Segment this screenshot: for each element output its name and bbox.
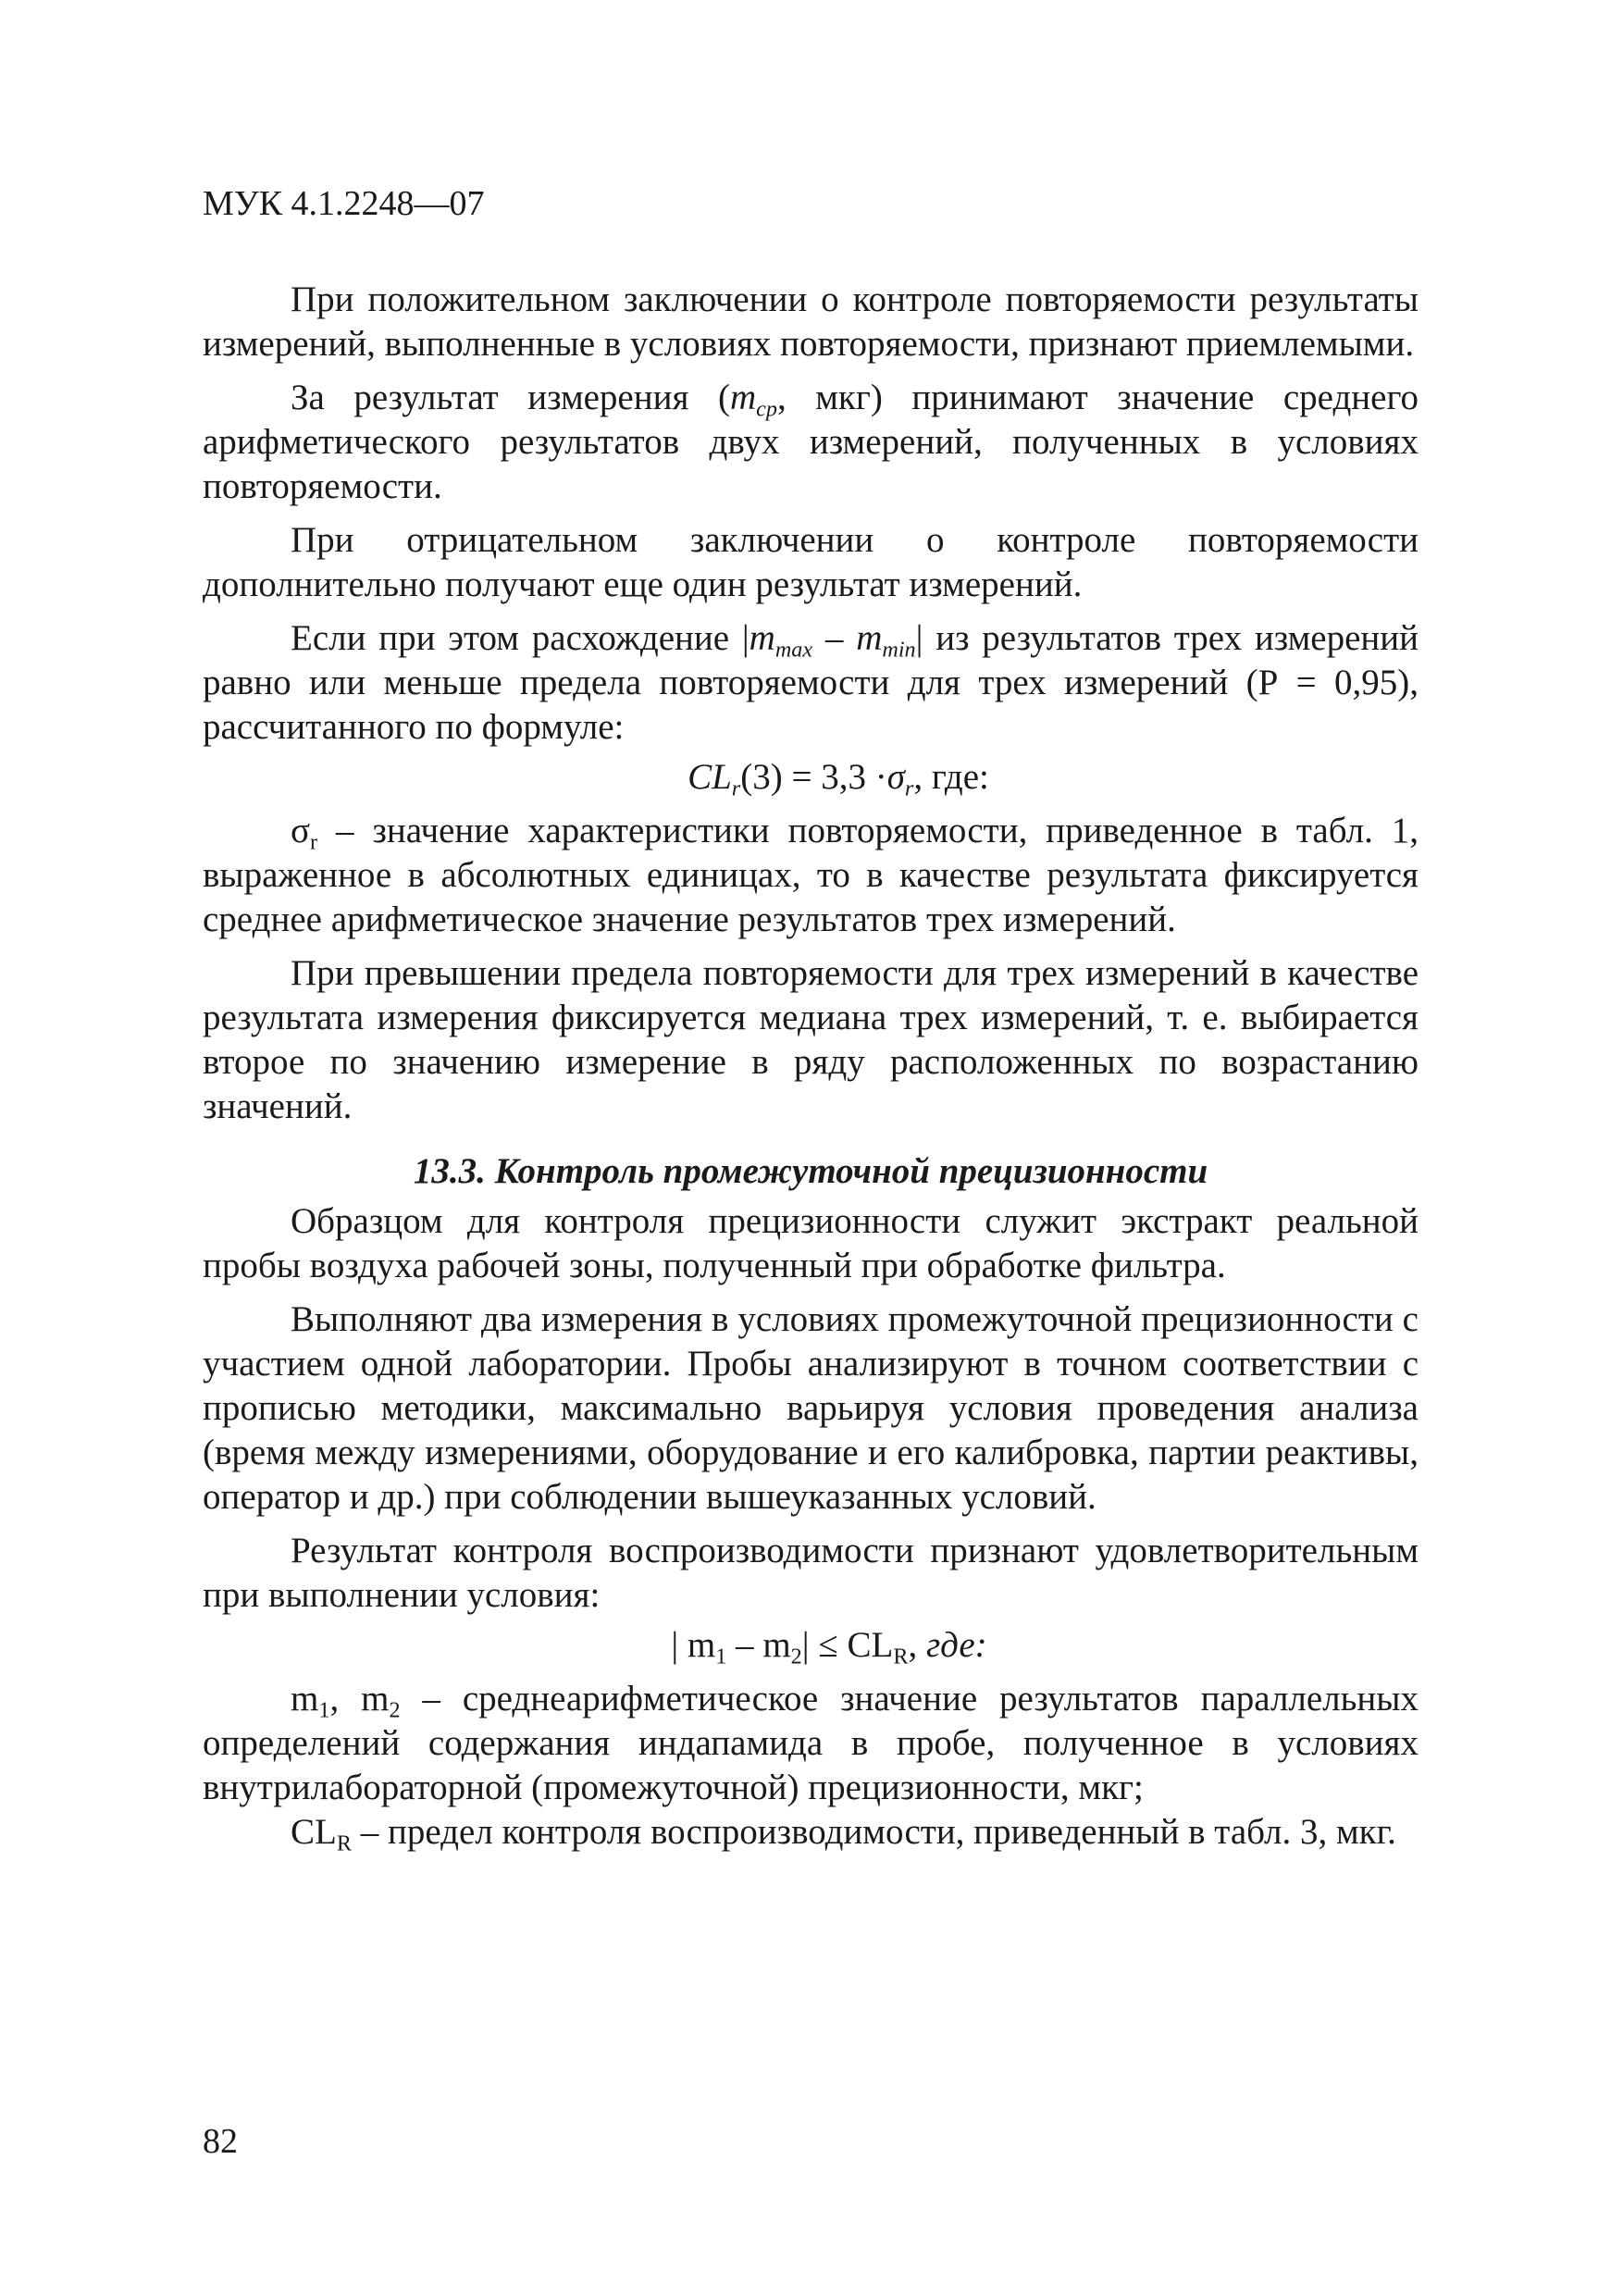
text-fragment: За результат измерения ( [291,378,730,417]
formula-fragment: , где: [913,757,989,797]
subscript-2: 2 [790,1644,802,1669]
text-fragment: Если при этом расхождение | [291,618,750,658]
subscript-2: 2 [389,1697,401,1723]
subscript-cp: ср [756,396,777,422]
subscript-1: 1 [318,1697,330,1723]
formula-repeatability-limit [203,755,1419,800]
subscript-r: r [731,776,741,801]
paragraph-repeatability-negative: При отрицательном заключении о контроле повторяемости дополнительно получают еще один результат измерений. [203,520,1419,604]
subscript-r: r [904,776,914,801]
formula-where: где: [925,1625,987,1665]
symbol-sigma: σ [886,757,905,797]
text-fragment: | из результатов трех измерений равно или меньше предела повторяемости для трех измерений (Р = 0,95), рассчитанного по формуле: [203,618,1419,747]
formula-fragment: , [908,1625,926,1665]
symbol-m1: m [291,1679,319,1719]
text-fragment: – предел контроля воспроизводимости, приведенный в табл. 3, мкг. [351,1812,1396,1852]
subscript-max: max [774,637,813,663]
paragraph-control-result: Результат контроля воспроизводимости признают удовлетворительным при выполнении условия: [203,1531,1419,1615]
text-fragment: , мкг) принимают значение среднего арифметического результатов двух измерений, полученных в условиях повторяемости. [203,378,1419,506]
formula-fragment: – m [726,1625,791,1665]
symbol-m-max: m [749,618,775,658]
symbol-m-min: m [856,618,883,658]
paragraph-two-measurements: Выполняют два измерения в условиях промежуточной прецизионности с участием одной лаборатории. Пробы анализируют в точном соответствии с прописью методики, максимально варьируя условия проведения анализа (время между измерениями, оборудование и его калибровка, партии реактивы, оператор и др.) при соблюдении вышеуказанных условий. [203,1299,1419,1517]
symbol-cl: CL [291,1812,337,1852]
subscript-1: 1 [715,1644,727,1669]
paragraph-m1-m2-definition [203,1677,1419,1810]
paragraph-clr-definition [203,1810,1419,1855]
text-fragment: – значение характеристики повторяемости, приведенное в табл. 1, выраженное в абсолютных единицах, то в качестве результата фиксируется среднее арифметическое значение результатов трех измерений. [203,811,1419,939]
text-fragment: – [812,618,857,658]
subscript-R: R [336,1831,352,1856]
document-code-header: МУК 4.1.2248—07 [203,184,485,223]
section-heading: 13.3. Контроль промежуточной прецизионности [413,1151,1208,1191]
page-number: 82 [203,2122,238,2161]
paragraph-control-sample: Образцом для контроля прецизионности служит экстракт реальной пробы воздуха рабочей зоны, полученный при обработке фильтра. [203,1201,1419,1285]
paragraph-result-mean [203,376,1419,509]
formula-fragment: | ≤ CL [801,1625,894,1665]
formula-reproducibility-condition [203,1623,1419,1668]
formula-fragment: (3) = 3,3 · [740,757,887,797]
document-body [203,278,1419,1855]
subscript-R: R [893,1644,909,1669]
text-fragment: – среднеарифметическое значение результатов параллельных определений содержания индапамида в пробе, полученное в условиях внутрилабораторной (промежуточной) прецизионности, мкг; [203,1679,1419,1807]
subscript-r: r [310,829,318,855]
paragraph-repeatability-positive: При положительном заключении о контроле повторяемости результаты измерений, выполненные в условиях повторяемости, признают приемлемыми. [203,279,1419,364]
symbol-m2: m [361,1679,390,1719]
paragraph-sigma-definition [203,809,1419,942]
symbol-sigma: σ [291,811,311,850]
subscript-min: min [882,637,916,663]
symbol-m: m [729,378,757,417]
symbol-cl: CL [688,757,732,797]
paragraph-divergence [203,616,1419,750]
paragraph-median: При превышении предела повторяемости для трех измерений в качестве результата измерения фиксируется медиана трех измерений, т. е. выбирается второе по значению измерение в ряду расположенных по возрастанию значений. [203,953,1419,1126]
formula-fragment: | m [671,1625,716,1665]
text-fragment: , [329,1679,362,1719]
